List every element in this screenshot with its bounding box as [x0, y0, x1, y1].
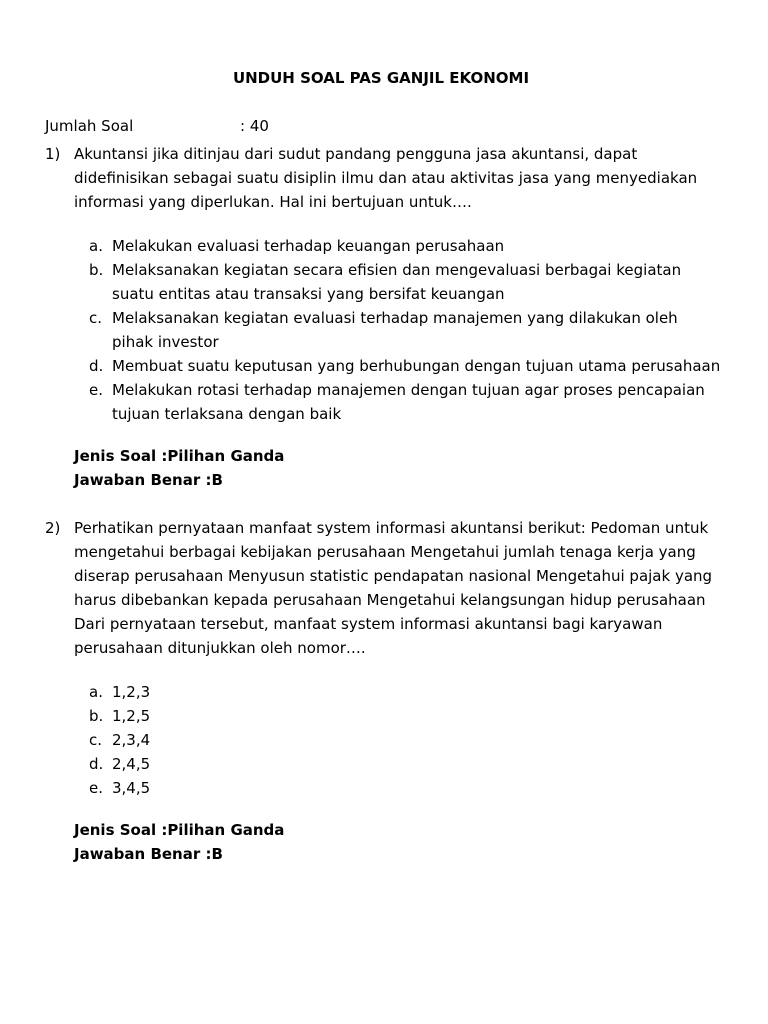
option-letter: d. — [89, 357, 104, 375]
question-2 — [45, 516, 735, 866]
option-text: 1,2,3 — [112, 683, 151, 701]
option-e — [45, 378, 722, 426]
option-text: 2,3,4 — [112, 731, 151, 749]
option-b — [45, 258, 722, 306]
option-letter: c. — [89, 731, 103, 749]
option-letter: b. — [89, 707, 104, 725]
correct-answer: Jawaban Benar :B — [74, 471, 223, 489]
option-letter: b. — [89, 261, 104, 279]
question-type: Jenis Soal :Pilihan Ganda — [74, 447, 285, 465]
question-text: Akuntansi jika ditinjau dari sudut pandang pengguna jasa akuntansi, dapat didefinisikan sebagai suatu disiplin ilmu dan atau aktivitas jasa yang menyediakan informasi yang diperlukan. Hal ini bertujuan untuk…. — [74, 145, 698, 211]
answer-info — [45, 818, 735, 866]
option-letter: c. — [89, 309, 103, 327]
question-count — [45, 114, 745, 138]
option-letter: a. — [89, 683, 103, 701]
option-text: Melakukan evaluasi terhadap keuangan perusahaan — [112, 237, 505, 255]
option-letter: a. — [89, 237, 103, 255]
option-text: Melaksanakan kegiatan secara efisien dan mengevaluasi berbagai kegiatan suatu entitas atau transaksi yang bersifat keuangan — [112, 261, 682, 303]
option-text: 3,4,5 — [112, 779, 151, 797]
option-text: 1,2,5 — [112, 707, 151, 725]
document-title: UNDUH SOAL PAS GANJIL EKONOMI — [232, 69, 530, 87]
question-type: Jenis Soal :Pilihan Ganda — [74, 821, 285, 839]
option-d — [45, 752, 722, 776]
option-letter: d. — [89, 755, 104, 773]
option-text: 2,4,5 — [112, 755, 151, 773]
option-c — [45, 306, 722, 354]
correct-answer: Jawaban Benar :B — [74, 845, 223, 863]
question-count-value: : 40 — [240, 117, 269, 135]
option-e — [45, 776, 722, 800]
option-letter: e. — [89, 779, 103, 797]
question-count-label: Jumlah Soal — [45, 117, 134, 135]
answer-info — [45, 444, 735, 492]
option-list — [45, 234, 735, 426]
option-a — [45, 680, 722, 704]
option-a — [45, 234, 722, 258]
question-number: 2) — [45, 519, 61, 537]
question-1 — [45, 142, 735, 492]
option-list — [45, 680, 735, 800]
question-number: 1) — [45, 145, 61, 163]
option-b — [45, 704, 722, 728]
option-c — [45, 728, 722, 752]
option-letter: e. — [89, 381, 103, 399]
option-text: Membuat suatu keputusan yang berhubungan dengan tujuan utama perusahaan — [112, 357, 721, 375]
option-text: Melaksanakan kegiatan evaluasi terhadap manajemen yang dilakukan oleh pihak investor — [112, 309, 678, 351]
question-text: Perhatikan pernyataan manfaat system informasi akuntansi berikut: Pedoman untuk mengetahui berbagai kebijakan perusahaan Mengetahui jumlah tenaga kerja yang diserap perusahaan Menyusun statistic pendapatan nasional Mengetahui pajak yang harus dibebankan kepada perusahaan Mengetahui kelangsungan hidup perusahaan Dari pernyataan tersebut, manfaat system informasi akuntansi bagi karyawan perusahaan ditunjukkan oleh nomor…. — [74, 519, 713, 657]
option-d — [45, 354, 722, 378]
option-text: Melakukan rotasi terhadap manajemen dengan tujuan agar proses pencapaian tujuan terlaksana dengan baik — [112, 381, 705, 423]
